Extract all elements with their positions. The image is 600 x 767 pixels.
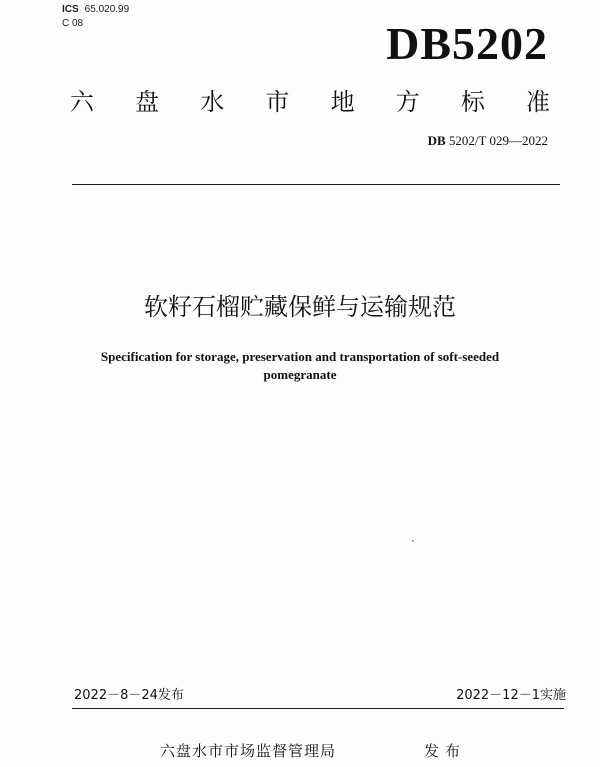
standard-mark: DB5202 [386, 18, 548, 69]
publish-label: 发布 [424, 742, 467, 760]
title-english [60, 348, 540, 384]
ics-code [62, 3, 129, 16]
ics-label: ICS [62, 4, 79, 15]
standard-type-char: 市 [265, 88, 290, 116]
standard-type-char: 准 [525, 88, 550, 116]
ics-number: 65.020.99 [84, 4, 130, 15]
bottom-divider [72, 708, 564, 709]
title-chinese: 软籽石榴贮藏保鲜与运输规范 [144, 293, 456, 321]
standard-number [428, 133, 548, 149]
ccs-code: C 08 [62, 18, 84, 29]
scan-speck [412, 540, 414, 542]
standard-number-code: 5202/T 029—2022 [448, 133, 548, 148]
title-english-line: Specification for storage, preservation and transportation of soft-seeded [100, 349, 500, 364]
standard-type-char: 标 [460, 88, 485, 116]
standard-type-char: 六 [70, 88, 94, 116]
standard-type-heading [70, 86, 550, 118]
standard-type-char: 水 [200, 88, 225, 116]
top-divider [72, 184, 560, 185]
publisher-name: 六盘水市市场监督管理局 [160, 742, 337, 760]
standard-type-char: 地 [330, 88, 355, 116]
implementation-date: 2022－12－1实施 [456, 688, 566, 703]
title-english-line: pomegranate [263, 367, 337, 382]
standard-type-char: 方 [395, 88, 420, 116]
standard-number-prefix: DB [427, 133, 446, 148]
standard-type-char: 盘 [135, 88, 160, 116]
issue-date: 2022－8－24发布 [74, 688, 184, 703]
